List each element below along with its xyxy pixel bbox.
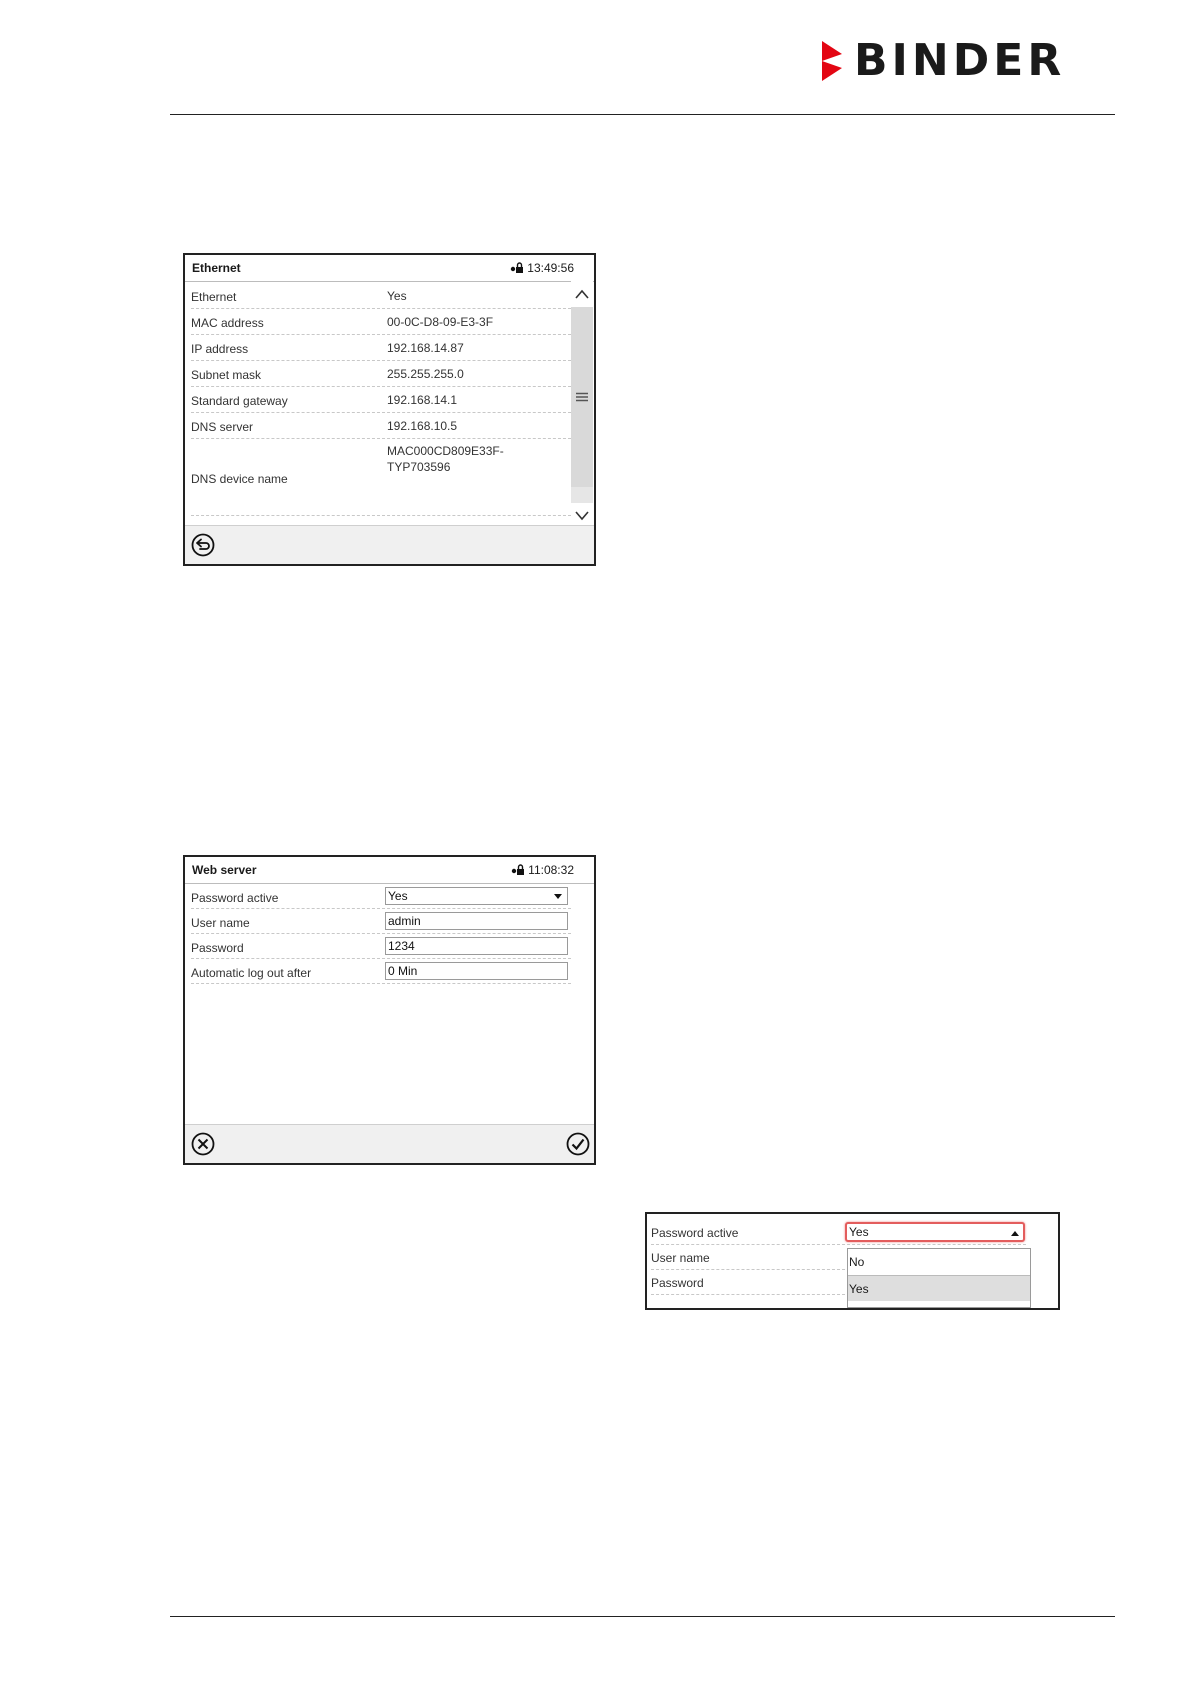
row-label: IP address: [191, 342, 249, 356]
cancel-circle-icon: [191, 1132, 215, 1156]
lock-icon: [511, 864, 525, 876]
screen-title: Ethernet: [192, 261, 241, 275]
row-label: Standard gateway: [191, 394, 288, 408]
footer-rule: [170, 1616, 1115, 1617]
select-value: Yes: [849, 1225, 869, 1239]
row-value: 192.168.14.87: [387, 341, 464, 355]
screen-title: Web server: [192, 863, 257, 877]
scroll-thumb[interactable]: [571, 307, 593, 487]
row-label: MAC address: [191, 316, 264, 330]
password-active-select[interactable]: [385, 887, 568, 905]
brand-name: BINDER: [854, 35, 1066, 86]
row-label: Password active: [191, 891, 279, 905]
row-value: MAC000CD809E33F- TYP703596: [387, 444, 504, 474]
row-label: Password: [651, 1276, 704, 1290]
password-active-select[interactable]: [845, 1222, 1025, 1242]
chevron-down-icon: [575, 511, 589, 521]
list-item[interactable]: [191, 335, 571, 361]
user-name-row: [191, 909, 571, 934]
row-label: User name: [651, 1251, 710, 1265]
list-item[interactable]: [191, 309, 571, 335]
check-circle-icon: [566, 1132, 590, 1156]
binder-logo: [822, 35, 1066, 86]
row-label: Ethernet: [191, 290, 237, 304]
select-value: Yes: [388, 889, 408, 903]
screen-header: [185, 857, 594, 884]
dropdown-options-list: [847, 1248, 1031, 1308]
row-label: User name: [191, 916, 250, 930]
confirm-button[interactable]: [566, 1132, 590, 1156]
screen-clock: [511, 863, 574, 877]
scroll-up-button[interactable]: [571, 281, 593, 307]
cancel-button[interactable]: [191, 1132, 215, 1156]
list-item[interactable]: [191, 413, 571, 439]
screen-clock: [510, 261, 574, 275]
caret-down-icon: [554, 894, 562, 899]
list-item[interactable]: [191, 439, 571, 516]
back-arrow-icon: [191, 533, 215, 557]
password-field[interactable]: 1234: [385, 937, 568, 955]
lock-icon: [510, 262, 524, 274]
screen-footer: [185, 525, 594, 564]
back-button[interactable]: [191, 533, 215, 557]
screen-header: [185, 255, 594, 282]
user-name-field[interactable]: admin: [385, 912, 568, 930]
menu-lines-icon: [576, 392, 588, 402]
auto-logout-field[interactable]: 0 Min: [385, 962, 568, 980]
header-rule: [170, 114, 1115, 115]
auto-logout-row: [191, 959, 571, 984]
row-label: Automatic log out after: [191, 966, 312, 980]
ethernet-screen: [183, 253, 596, 566]
caret-up-icon: [1011, 1231, 1019, 1236]
scrollbar[interactable]: [571, 281, 593, 531]
list-item[interactable]: [191, 387, 571, 413]
screen-footer: [185, 1124, 594, 1163]
webserver-screen: [183, 855, 596, 1165]
row-label: Password active: [651, 1226, 739, 1240]
row-label: Subnet mask: [191, 368, 262, 382]
row-value: 00-0C-D8-09-E3-3F: [387, 315, 494, 329]
password-active-row: [191, 884, 571, 909]
dropdown-detail-panel: [645, 1212, 1060, 1310]
row-label: Password: [191, 941, 244, 955]
clock-time: 13:49:56: [527, 261, 574, 275]
binder-logo-mark-icon: [822, 41, 844, 81]
list-item[interactable]: [191, 361, 571, 387]
row-value: 192.168.10.5: [387, 419, 458, 433]
chevron-up-icon: [575, 289, 589, 299]
dropdown-option-yes[interactable]: Yes: [848, 1275, 1030, 1301]
clock-time: 11:08:32: [528, 863, 574, 877]
row-value: 255.255.255.0: [387, 367, 464, 381]
row-label: DNS server: [191, 420, 254, 434]
row-value: Yes: [387, 289, 407, 303]
row-value: 192.168.14.1: [387, 393, 458, 407]
password-row: [191, 934, 571, 959]
list-item[interactable]: [191, 283, 571, 309]
dropdown-option-no[interactable]: No: [849, 1255, 865, 1269]
row-label: DNS device name: [191, 472, 288, 486]
